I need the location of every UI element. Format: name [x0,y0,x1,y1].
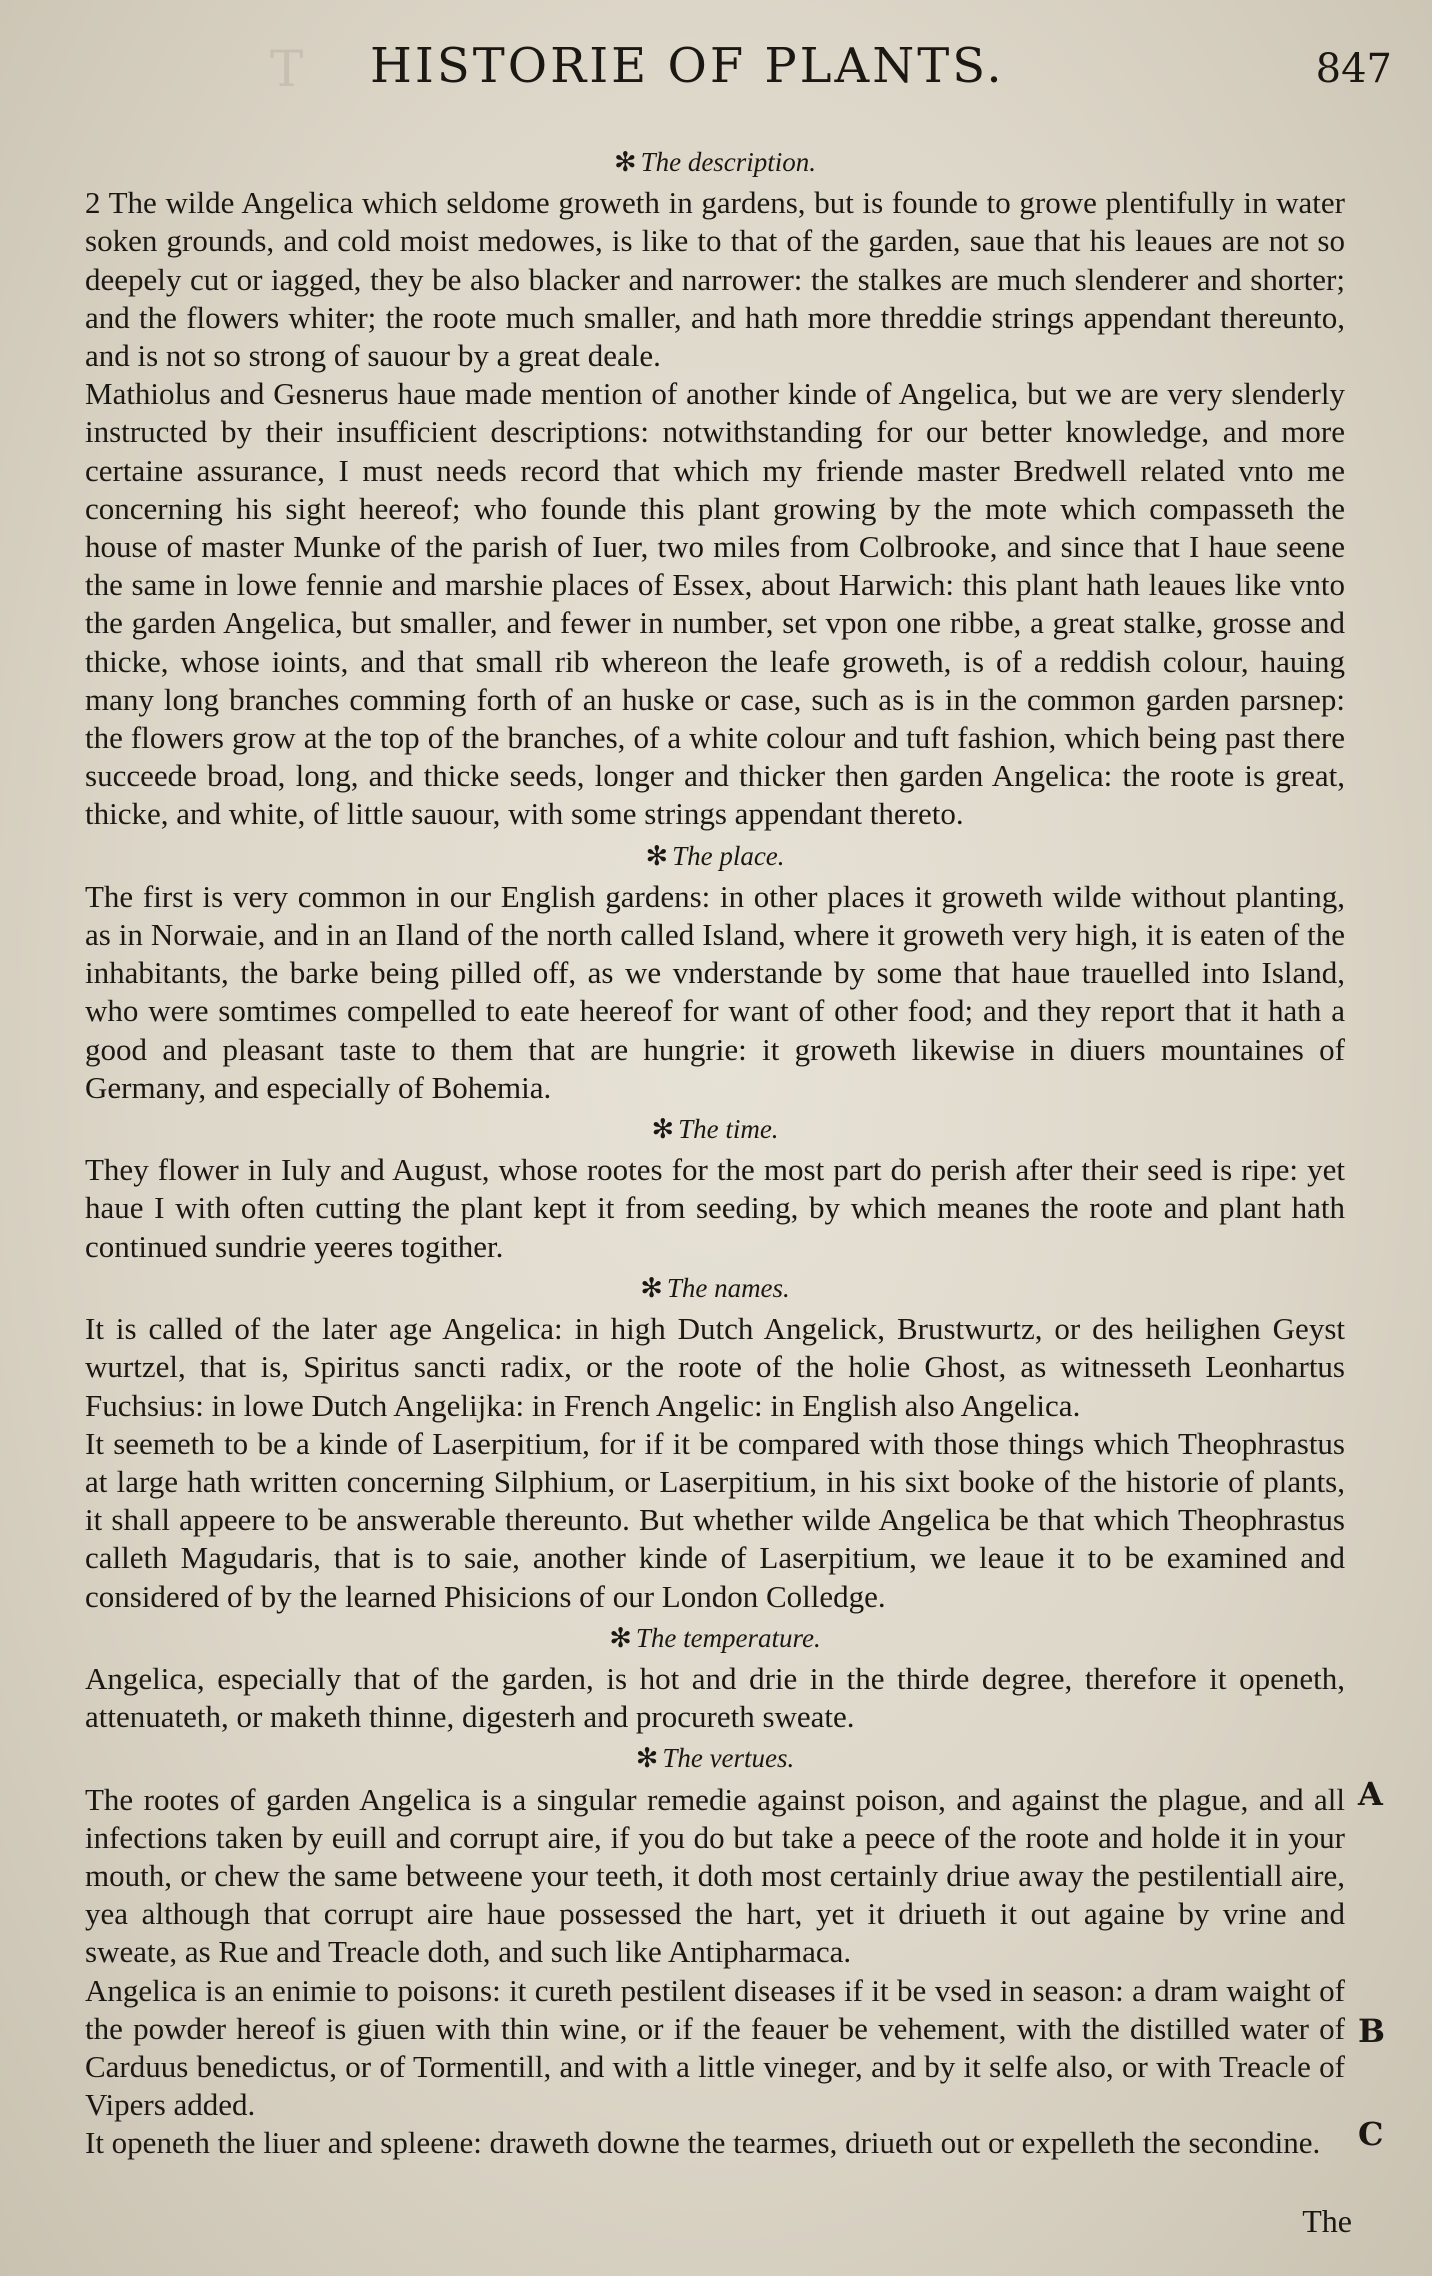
show-through-text: T [270,40,310,98]
section-heading-place: ✻ The place. [645,840,785,871]
fleuron-icon: ✻ [609,1622,632,1653]
section-heading-time: ✻ The time. [651,1114,779,1145]
paragraph: The first is very common in our English gardens: in other places it groweth wilde without planting, as in Norwaie, and in an Iland of the north called Island, where it groweth very high, it is eaten of the inhabitants, the barke being pilled off, as we vnderstande by some that haue trauelled into Island, who were somtimes compelled to eate heereof for want of other food; and they report that it hath a good and pleasant taste to them that are hungrie: it groweth likewise in diuers mountaines of Germany, and especially of Bohemia. [85,878,1345,1105]
paragraph: 2 The wilde Angelica which seldome groweth in gardens, but is founde to growe plentifully in water soken grounds, and cold moist medowes, is like to that of the garden, saue that his leaues are not so deepely cut or iagged, they be also blacker and narrower: the stalkes are much slenderer and shorter; and the flowers whiter; the roote much smaller, and hath more threddie strings appendant thereunto, and is not so strong of sauour by a great deale. [85,185,1345,374]
paragraph: The rootes of garden Angelica is a singular remedie against poison, and against the plague, and all infections taken by euill and corrupt aire, if you do but take a peece of the roote and holde it in your mouth, or chew the same betweene your teeth, it doth most certainly driue away the pestilentiall aire, yea although that corrupt aire haue possessed the hart, yet it driueth it out againe by vrine and sweate, as Rue and Treacle doth, and such like Antipharmaca. [85,1781,1345,1970]
paragraph: Mathiolus and Gesnerus haue made mention of another kinde of Angelica, but we are very slenderly instructed by their insufficient descriptions: notwithstanding for our better knowledge, and more certaine assurance, I must needs record that which my friende master Bredwell related vnto me concerning his sight heereof; who founde this plant growing by the mote which compasseth the house of master Munke of the parish of Iuer, two miles from Colbrooke, and since that I haue seene the same in lowe fennie and marshie places of Essex, about Harwich: this plant hath leaues like vnto the garden Angelica, but smaller, and fewer in number, set vpon one ribbe, a great stalke, grosse and thicke, whose ioints, and that small rib whereon the leafe groweth, is of a reddish colour, hauing many long branches comming forth of an huske or case, such as is in the common garden parsnep: the flowers grow at the top of the branches, of a white colour and tuft fashion, which being past there succeede broad, long, and thicke seeds, longer and thicker then garden Angelica: the roote is great, thicke, and white, of little sauour, with some strings appendant thereto. [85,376,1345,832]
paragraph: It seemeth to be a kinde of Laserpitium, for if it be compared with those things which Theophrastus at large hath written concerning Silphium, or Laserpitium, in his sixt booke of the historie of plants, it shall appeere to be answerable thereunto. But whether wilde Angelica be that which Theophrastus calleth Magudaris, that is to saie, another kinde of Laserpitium, we leaue it to be examined and considered of by the learned Phisicions of our London Colledge. [85,1425,1345,1614]
paragraph: They flower in Iuly and August, whose rootes for the most part do perish after their seed is ripe: yet haue I with often cutting the plant kept it from seeding, by which meanes the roote and plant hath continued sundrie yeeres togither. [85,1152,1345,1264]
page-number: 847 [1315,46,1392,92]
margin-letter-c: C [1358,2115,1384,2153]
body-text [85,140,1345,2163]
paragraph: It is called of the later age Angelica: in high Dutch Angelick, Brustwurtz, or des heilighen Geyst wurtzel, that is, Spiritus sancti radix, or the roote of the holie Ghost, as witnesseth Leonhartus Fuchsius: in lowe Dutch Angelijka: in French Angelic: in English also Angelica. [85,1311,1345,1423]
fleuron-icon: ✻ [640,1272,663,1303]
margin-letter-b: B [1358,2012,1386,2050]
section-heading-vertues: ✻ The vertues. [635,1743,795,1774]
section-heading-names: ✻ The names. [640,1272,790,1303]
fleuron-icon: ✻ [635,1743,659,1774]
running-head: HISTORIE OF PLANTS. [370,38,1005,94]
paragraph: It openeth the liuer and spleene: draweth downe the tearmes, driueth out or expelleth the secondine. [85,2125,1321,2161]
fleuron-icon: ✻ [651,1114,675,1145]
margin-letter-a: A [1358,1775,1383,1813]
catchword: The [1302,2203,1352,2239]
fleuron-icon: ✻ [613,147,637,177]
paragraph: Angelica, especially that of the garden, is hot and drie in the thirde degree, therefore it openeth, attenuateth, or maketh thinne, digesterh and procureth sweate. [85,1660,1345,1735]
section-heading-description: ✻ The description. [613,147,817,177]
paragraph: Angelica is an enimie to poisons: it cureth pestilent diseases if it be vsed in season: a dram waight of the powder hereof is giuen with thin wine, or if the feauer be vehement, with the distilled water of Carduus benedictus, or of Tormentill, and with a little vineger, and by it selfe also, or with Treacle of Vipers added. [85,1972,1345,2123]
fleuron-icon: ✻ [645,840,669,871]
section-heading-temperature: ✻ The temperature. [609,1622,821,1653]
